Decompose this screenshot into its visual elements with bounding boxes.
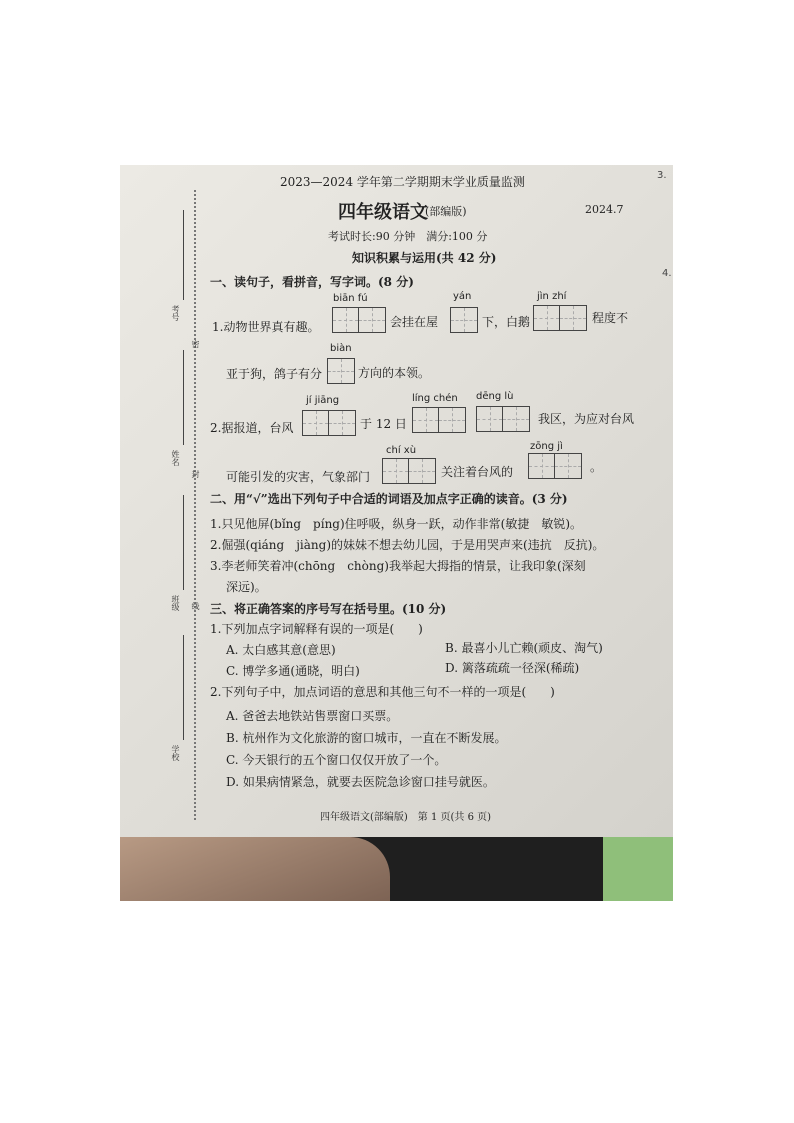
pinyin-jinzhi: jìn zhí [537, 291, 567, 302]
q1-line2-a: 亚于狗，鸽子有分 [226, 367, 323, 381]
q1-title: 一、读句子，看拼音，写字词。(8 分) [210, 275, 414, 289]
exam-info: 考试时长:90 分钟 满分:100 分 [328, 230, 488, 243]
q3-sub2-option-d: D. 如果病情紧急，就要去医院急诊窗口挂号就医。 [226, 775, 495, 789]
binding-label-xuexiao: 学校 [171, 745, 180, 761]
q1-line2-b: 方向的本领。 [358, 366, 431, 380]
answer-grid-bianfu[interactable] [332, 307, 386, 333]
q1-line4-b: 关注着台风的 [441, 465, 514, 479]
q3-sub1-option-d: D. 篱落疏疏一径深(稀疏) [445, 661, 580, 675]
binding-blank-xuexiao [183, 635, 184, 740]
q2-item-3: 3.李老师笑着冲(chōng chòng)我举起大拇指的情景，让我印象(深刻 [210, 559, 586, 573]
answer-grid-bian[interactable] [327, 358, 355, 384]
edition-label: (部编版) [425, 205, 467, 218]
q1-line1-a: 1.动物世界真有趣。 [212, 320, 320, 334]
edge-mark-mid: 4. [662, 268, 672, 279]
q1-line1-c: 下，白鹅 [482, 315, 531, 329]
q1-line3-a: 2.据报道，台风 [210, 421, 294, 435]
q3-sub1-option-a: A. 太白感其意(意思) [226, 643, 336, 657]
binding-strip [120, 165, 198, 837]
pinyin-bianfu: biān fú [333, 293, 368, 304]
pinyin-denglu: dēng lù [476, 391, 514, 402]
pinyin-zongji: zōng jì [530, 441, 563, 452]
binding-label-feng: 封 [191, 470, 200, 478]
q1-line4-c: 。 [590, 460, 603, 474]
q3-sub2-option-c: C. 今天银行的五个窗口仅仅开放了一个。 [226, 753, 447, 767]
binding-label-xingming: 姓名 [171, 450, 180, 466]
edge-mark-top: 3. [657, 170, 667, 181]
binding-label-banji: 班级 [171, 595, 180, 611]
exam-paper [120, 165, 673, 837]
answer-grid-denglu[interactable] [476, 406, 530, 432]
subject-title: 四年级语文 [338, 202, 428, 223]
q3-sub1-option-b: B. 最喜小儿亡赖(顽皮、淘气) [445, 641, 603, 655]
exam-date: 2024.7 [585, 203, 624, 216]
q3-sub2-option-b: B. 杭州作为文化旅游的窗口城市，一直在不断发展。 [226, 731, 507, 745]
q3-sub2-stem: 2.下列句子中，加点词语的意思和其他三句不一样的一项是( ) [210, 685, 555, 699]
binding-blank-banji [183, 495, 184, 590]
q2-item-1: 1.只见他屏(bǐng píng)住呼吸，纵身一跃，动作非常(敏捷 敏锐)。 [210, 517, 583, 531]
photo-background-sleeve [120, 837, 390, 901]
q1-line1-d: 程度不 [592, 311, 629, 325]
answer-grid-zongji[interactable] [528, 453, 582, 479]
photo-background-green [603, 837, 673, 901]
pinyin-bian: biàn [330, 343, 352, 354]
q3-sub2-option-a: A. 爸爸去地铁站售票窗口买票。 [226, 709, 399, 723]
q1-line1-b: 会挂在屋 [390, 315, 439, 329]
q3-sub1-stem: 1.下列加点字词解释有误的一项是( ) [210, 622, 423, 636]
answer-grid-jinzhi[interactable] [533, 305, 587, 331]
binding-blank-xingming [183, 350, 184, 445]
q2-title: 二、用“√”选出下列句子中合适的词语及加点字正确的读音。(3 分) [210, 492, 568, 506]
q2-item-2: 2.倔强(qiáng jiàng)的妹妹不想去幼儿园，于是用哭声来(违抗 反抗)。 [210, 538, 605, 552]
answer-grid-yan[interactable] [450, 307, 478, 333]
exam-photo [120, 165, 673, 901]
answer-grid-jijiang[interactable] [302, 410, 356, 436]
binding-blank-kaohao [183, 210, 184, 300]
answer-grid-chixu[interactable] [382, 458, 436, 484]
q1-line3-c: 我区，为应对台风 [538, 412, 635, 426]
pinyin-yan: yán [453, 291, 472, 302]
binding-label-mi: 密 [191, 340, 200, 348]
binding-dotted-line [194, 190, 196, 820]
q1-line4-a: 可能引发的灾害，气象部门 [226, 470, 371, 484]
q3-sub1-option-c: C. 博学多通(通晓，明白) [226, 664, 360, 678]
section-title: 知识积累与运用(共 42 分) [352, 251, 497, 265]
monitor-title: 2023—2024 学年第二学期期末学业质量监测 [280, 175, 525, 189]
answer-grid-lingchen[interactable] [412, 407, 466, 433]
pinyin-jijiang: jí jiāng [306, 395, 340, 406]
q3-title: 三、将正确答案的序号写在括号里。(10 分) [210, 602, 447, 616]
binding-label-kaohao: 考号 [171, 305, 180, 321]
pinyin-lingchen: líng chén [412, 393, 458, 404]
pinyin-chixu: chí xù [386, 445, 417, 456]
binding-label-xian: 线 [191, 602, 200, 610]
q1-line3-b: 于 12 日 [360, 417, 407, 431]
q2-item-3-cont: 深远)。 [226, 580, 267, 594]
page-footer: 四年级语文(部编版) 第 1 页(共 6 页) [320, 812, 492, 823]
